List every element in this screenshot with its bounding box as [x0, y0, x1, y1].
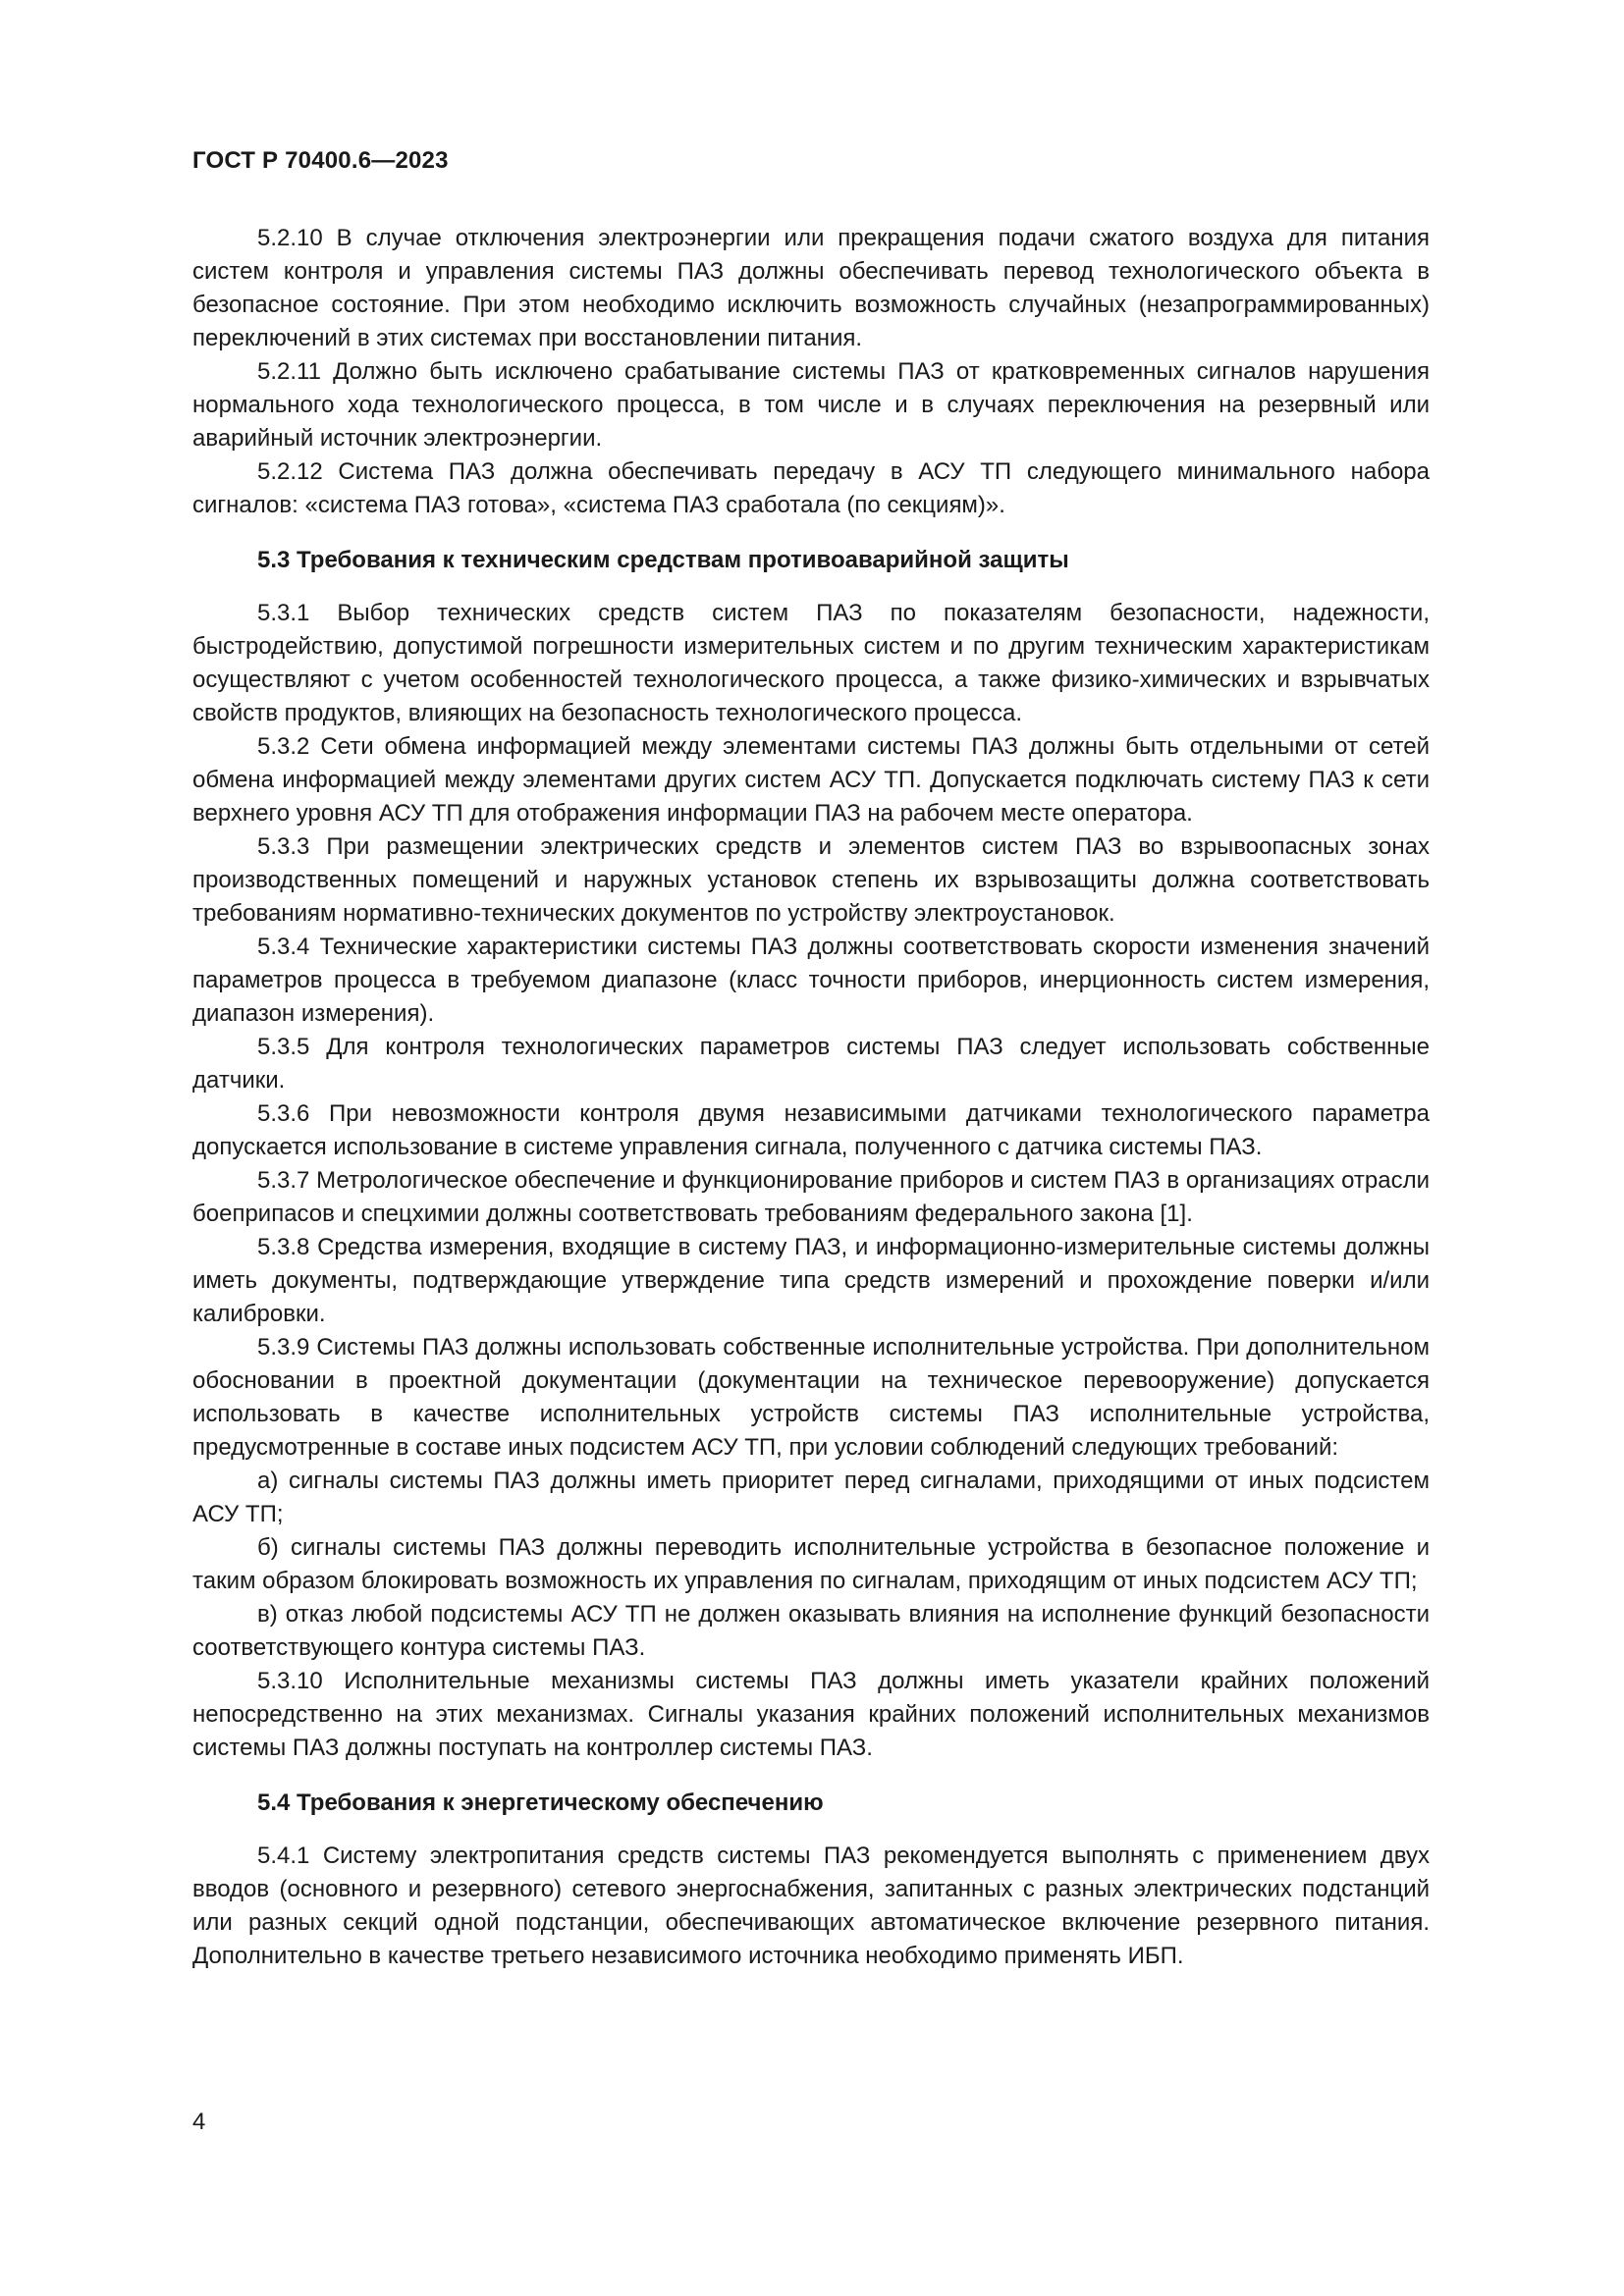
paragraph-5-3-2: 5.3.2 Сети обмена информацией между элементами системы ПАЗ должны быть отдельными от сетей обмена информацией между элементами других систем АСУ ТП. Допускается подключать систему ПАЗ к сети верхнего уровня АСУ ТП для отображения информации ПАЗ на рабочем месте оператора.	[192, 733, 1430, 827]
paragraph-5-2-12: 5.2.12 Система ПАЗ должна обеспечивать передачу в АСУ ТП следующего минимального набора сигналов: «система ПАЗ готова», «система ПАЗ сработала (по секциям)».	[192, 458, 1430, 518]
section-heading-5-3: 5.3 Требования к техническим средствам противоаварийной защиты	[257, 547, 1069, 573]
list-item-v: в) отказ любой подсистемы АСУ ТП не должен оказывать влияния на исполнение функций безопасности соответствующего контура системы ПАЗ.	[192, 1601, 1430, 1661]
paragraph-5-3-6: 5.3.6 При невозможности контроля двумя независимыми датчиками технологического параметра допускается использование в системе управления сигнала, полученного с датчика системы ПАЗ.	[192, 1100, 1430, 1160]
paragraph-5-3-10: 5.3.10 Исполнительные механизмы системы ПАЗ должны иметь указатели крайних положений непосредственно на этих механизмах. Сигналы указания крайних положений исполнительных механизмов системы ПАЗ должны поступать на контроллер системы ПАЗ.	[192, 1668, 1430, 1761]
paragraph-5-3-8: 5.3.8 Средства измерения, входящие в систему ПАЗ, и информационно-измерительные системы должны иметь документы, подтверждающие утверждение типа средств измерений и прохождение поверки и/или калибровки.	[192, 1234, 1430, 1327]
paragraph-5-3-7: 5.3.7 Метрологическое обеспечение и функционирование приборов и систем ПАЗ в организациях отрасли боеприпасов и спецхимии должны соответствовать требованиям федерального закона [1].	[192, 1167, 1430, 1227]
document-body	[192, 222, 1430, 1973]
paragraph-5-3-4: 5.3.4 Технические характеристики системы ПАЗ должны соответствовать скорости изменения значений параметров процесса в требуемом диапазоне (класс точности приборов, инерционность систем измерения, диапазон измерения).	[192, 934, 1430, 1027]
list-item-a: а) сигналы системы ПАЗ должны иметь приоритет перед сигналами, приходящими от иных подсистем АСУ ТП;	[192, 1468, 1430, 1527]
paragraph-5-3-3: 5.3.3 При размещении электрических средств и элементов систем ПАЗ во взрывоопасных зонах производственных помещений и наружных установок степень их взрывозащиты должна соответствовать требованиям нормативно-технических документов по устройству электроустановок.	[192, 833, 1430, 927]
page-number: 4	[192, 2109, 206, 2135]
section-heading-5-4: 5.4 Требования к энергетическому обеспечению	[257, 1789, 824, 1816]
paragraph-5-2-10: 5.2.10 В случае отключения электроэнергии или прекращения подачи сжатого воздуха для питания систем контроля и управления системы ПАЗ должны обеспечивать перевод технологического объекта в безопасное состояние. При этом необходимо исключить возможность случайных (незапрограммированных) переключений в этих системах при восстановлении питания.	[192, 225, 1430, 351]
document-header: ГОСТ Р 70400.6—2023	[192, 147, 449, 174]
paragraph-5-3-5: 5.3.5 Для контроля технологических параметров системы ПАЗ следует использовать собственные датчики.	[192, 1034, 1430, 1094]
paragraph-5-3-1: 5.3.1 Выбор технических средств систем ПАЗ по показателям безопасности, надежности, быстродействию, допустимой погрешности измерительных систем и по другим техническим характеристикам осуществляют с учетом особенностей технологического процесса, а также физико-химических и взрывчатых свойств продуктов, влияющих на безопасность технологического процесса.	[192, 600, 1430, 726]
paragraph-5-3-9: 5.3.9 Системы ПАЗ должны использовать собственные исполнительные устройства. При дополнительном обосновании в проектной документации (документации на техническое перевооружение) допускается использовать в качестве исполнительных устройств системы ПАЗ исполнительные устройства, предусмотренные в составе иных подсистем АСУ ТП, при условии соблюдений следующих требований:	[192, 1334, 1430, 1461]
paragraph-5-2-11: 5.2.11 Должно быть исключено срабатывание системы ПАЗ от кратковременных сигналов нарушения нормального хода технологического процесса, в том числе и в случаях переключения на резервный или аварийный источник электроэнергии.	[192, 358, 1430, 452]
paragraph-5-4-1: 5.4.1 Систему электропитания средств системы ПАЗ рекомендуется выполнять с применением двух вводов (основного и резервного) сетевого энергоснабжения, запитанных с разных электрических подстанций или разных секций одной подстанции, обеспечивающих автоматическое включение резервного питания. Дополнительно в качестве третьего независимого источника необходимо применять ИБП.	[192, 1842, 1430, 1969]
list-item-b: б) сигналы системы ПАЗ должны переводить исполнительные устройства в безопасное положение и таким образом блокировать возможность их управления по сигналам, приходящим от иных подсистем АСУ ТП;	[192, 1534, 1430, 1594]
